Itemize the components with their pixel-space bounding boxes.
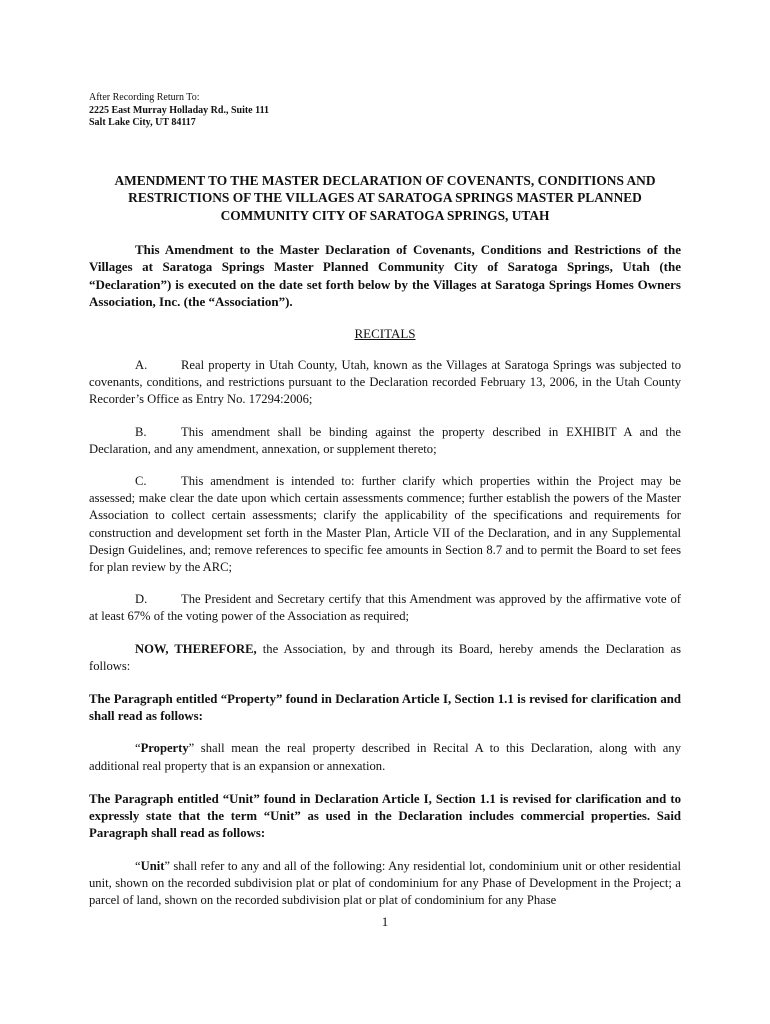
recital-c <box>89 473 681 576</box>
property-section-heading: The Paragraph entitled “Property” found in Declaration Article I, Section 1.1 is revised for clarification and shall read as follows: <box>89 692 681 724</box>
document-page <box>89 92 681 909</box>
recital-text: The President and Secretary certify that this Amendment was approved by the affirmative vote of at least 67% of the voting power of the Association as required; <box>89 592 681 624</box>
recital-b <box>89 424 681 458</box>
document-title: AMENDMENT TO THE MASTER DECLARATION OF COVENANTS, CONDITIONS AND RESTRICTIONS OF THE VILLAGES AT SARATOGA SPRINGS MASTER PLANNED COMMUNITY CITY OF SARATOGA SPRINGS, UTAH <box>114 172 656 223</box>
property-term: Property <box>140 741 189 756</box>
property-definition-text: ” shall mean the real property described in Recital A to this Declaration, along with any additional real property that is an expansion or annexation. <box>89 741 681 773</box>
recital-label: A. <box>135 358 148 373</box>
property-definition <box>89 740 681 774</box>
now-therefore-rest: the Association, by and through its Board, hereby amends the Declaration as follows: <box>89 641 681 673</box>
recitals-heading: RECITALS <box>354 325 416 341</box>
recital-text: This amendment is intended to: further clarify which properties within the Project may be assessed; make clear the date upon which certain assessments commence; further establish the powers of the Master Association to collect certain assessments; clarify the applicability of the specifications and requirements for construction and development set forth in the Master Plan, Article VII of the Declaration, and in any Supplemental Design Guidelines, and; remove references to specific fee amounts in Section 8.7 and to permit the Board to set fees for plan review by the ARC; <box>89 474 681 575</box>
return-address-line2: Salt Lake City, UT 84117 <box>89 117 196 128</box>
page-number: 1 <box>381 914 389 929</box>
intro-paragraph: This Amendment to the Master Declaration of Covenants, Conditions and Restrictions of the Villages at Saratoga Springs Master Planned Community City of Saratoga Springs, Utah (the “Declaration”) is executed on the date set forth below by the Villages at Saratoga Springs Homes Owners Association, Inc. (the “Association”). <box>89 242 681 310</box>
now-therefore-paragraph <box>89 641 681 675</box>
return-to-block <box>89 92 681 130</box>
return-address-line1: 2225 East Murray Holladay Rd., Suite 111 <box>89 104 270 116</box>
unit-open-quote: “ <box>135 858 141 873</box>
recital-label: B. <box>135 424 147 439</box>
recital-d <box>89 591 681 625</box>
unit-term: Unit <box>140 858 165 873</box>
recital-label: C. <box>135 474 147 489</box>
now-therefore-lead: NOW, THEREFORE, <box>135 641 257 656</box>
unit-definition <box>89 858 681 910</box>
recital-text: Real property in Utah County, Utah, known as the Villages at Saratoga Springs was subjected to covenants, conditions, and restrictions pursuant to the Declaration recorded February 13, 2006, in the Utah County Recorder’s Office as Entry No. 17294:2006; <box>89 358 681 407</box>
return-to-label: After Recording Return To: <box>89 92 200 103</box>
recital-label: D. <box>135 592 148 607</box>
unit-section-heading: The Paragraph entitled “Unit” found in Declaration Article I, Section 1.1 is revised for clarification and to expressly state that the term “Unit” as used in the Declaration includes commercial properties. Said Paragraph shall read as follows: <box>89 791 681 841</box>
unit-definition-text: ” shall refer to any and all of the following: Any residential lot, condominium unit or other residential unit, shown on the recorded subdivision plat or plat of condominium for any Phase of Development in the Project; a parcel of land, shown on the recorded subdivision plat or plat of condominium for any Phase <box>89 858 681 907</box>
property-open-quote: “ <box>135 741 141 756</box>
recital-text: This amendment shall be binding against the property described in EXHIBIT A and the Declaration, and any amendment, annexation, or supplement thereto; <box>89 424 681 456</box>
recital-a <box>89 357 681 409</box>
